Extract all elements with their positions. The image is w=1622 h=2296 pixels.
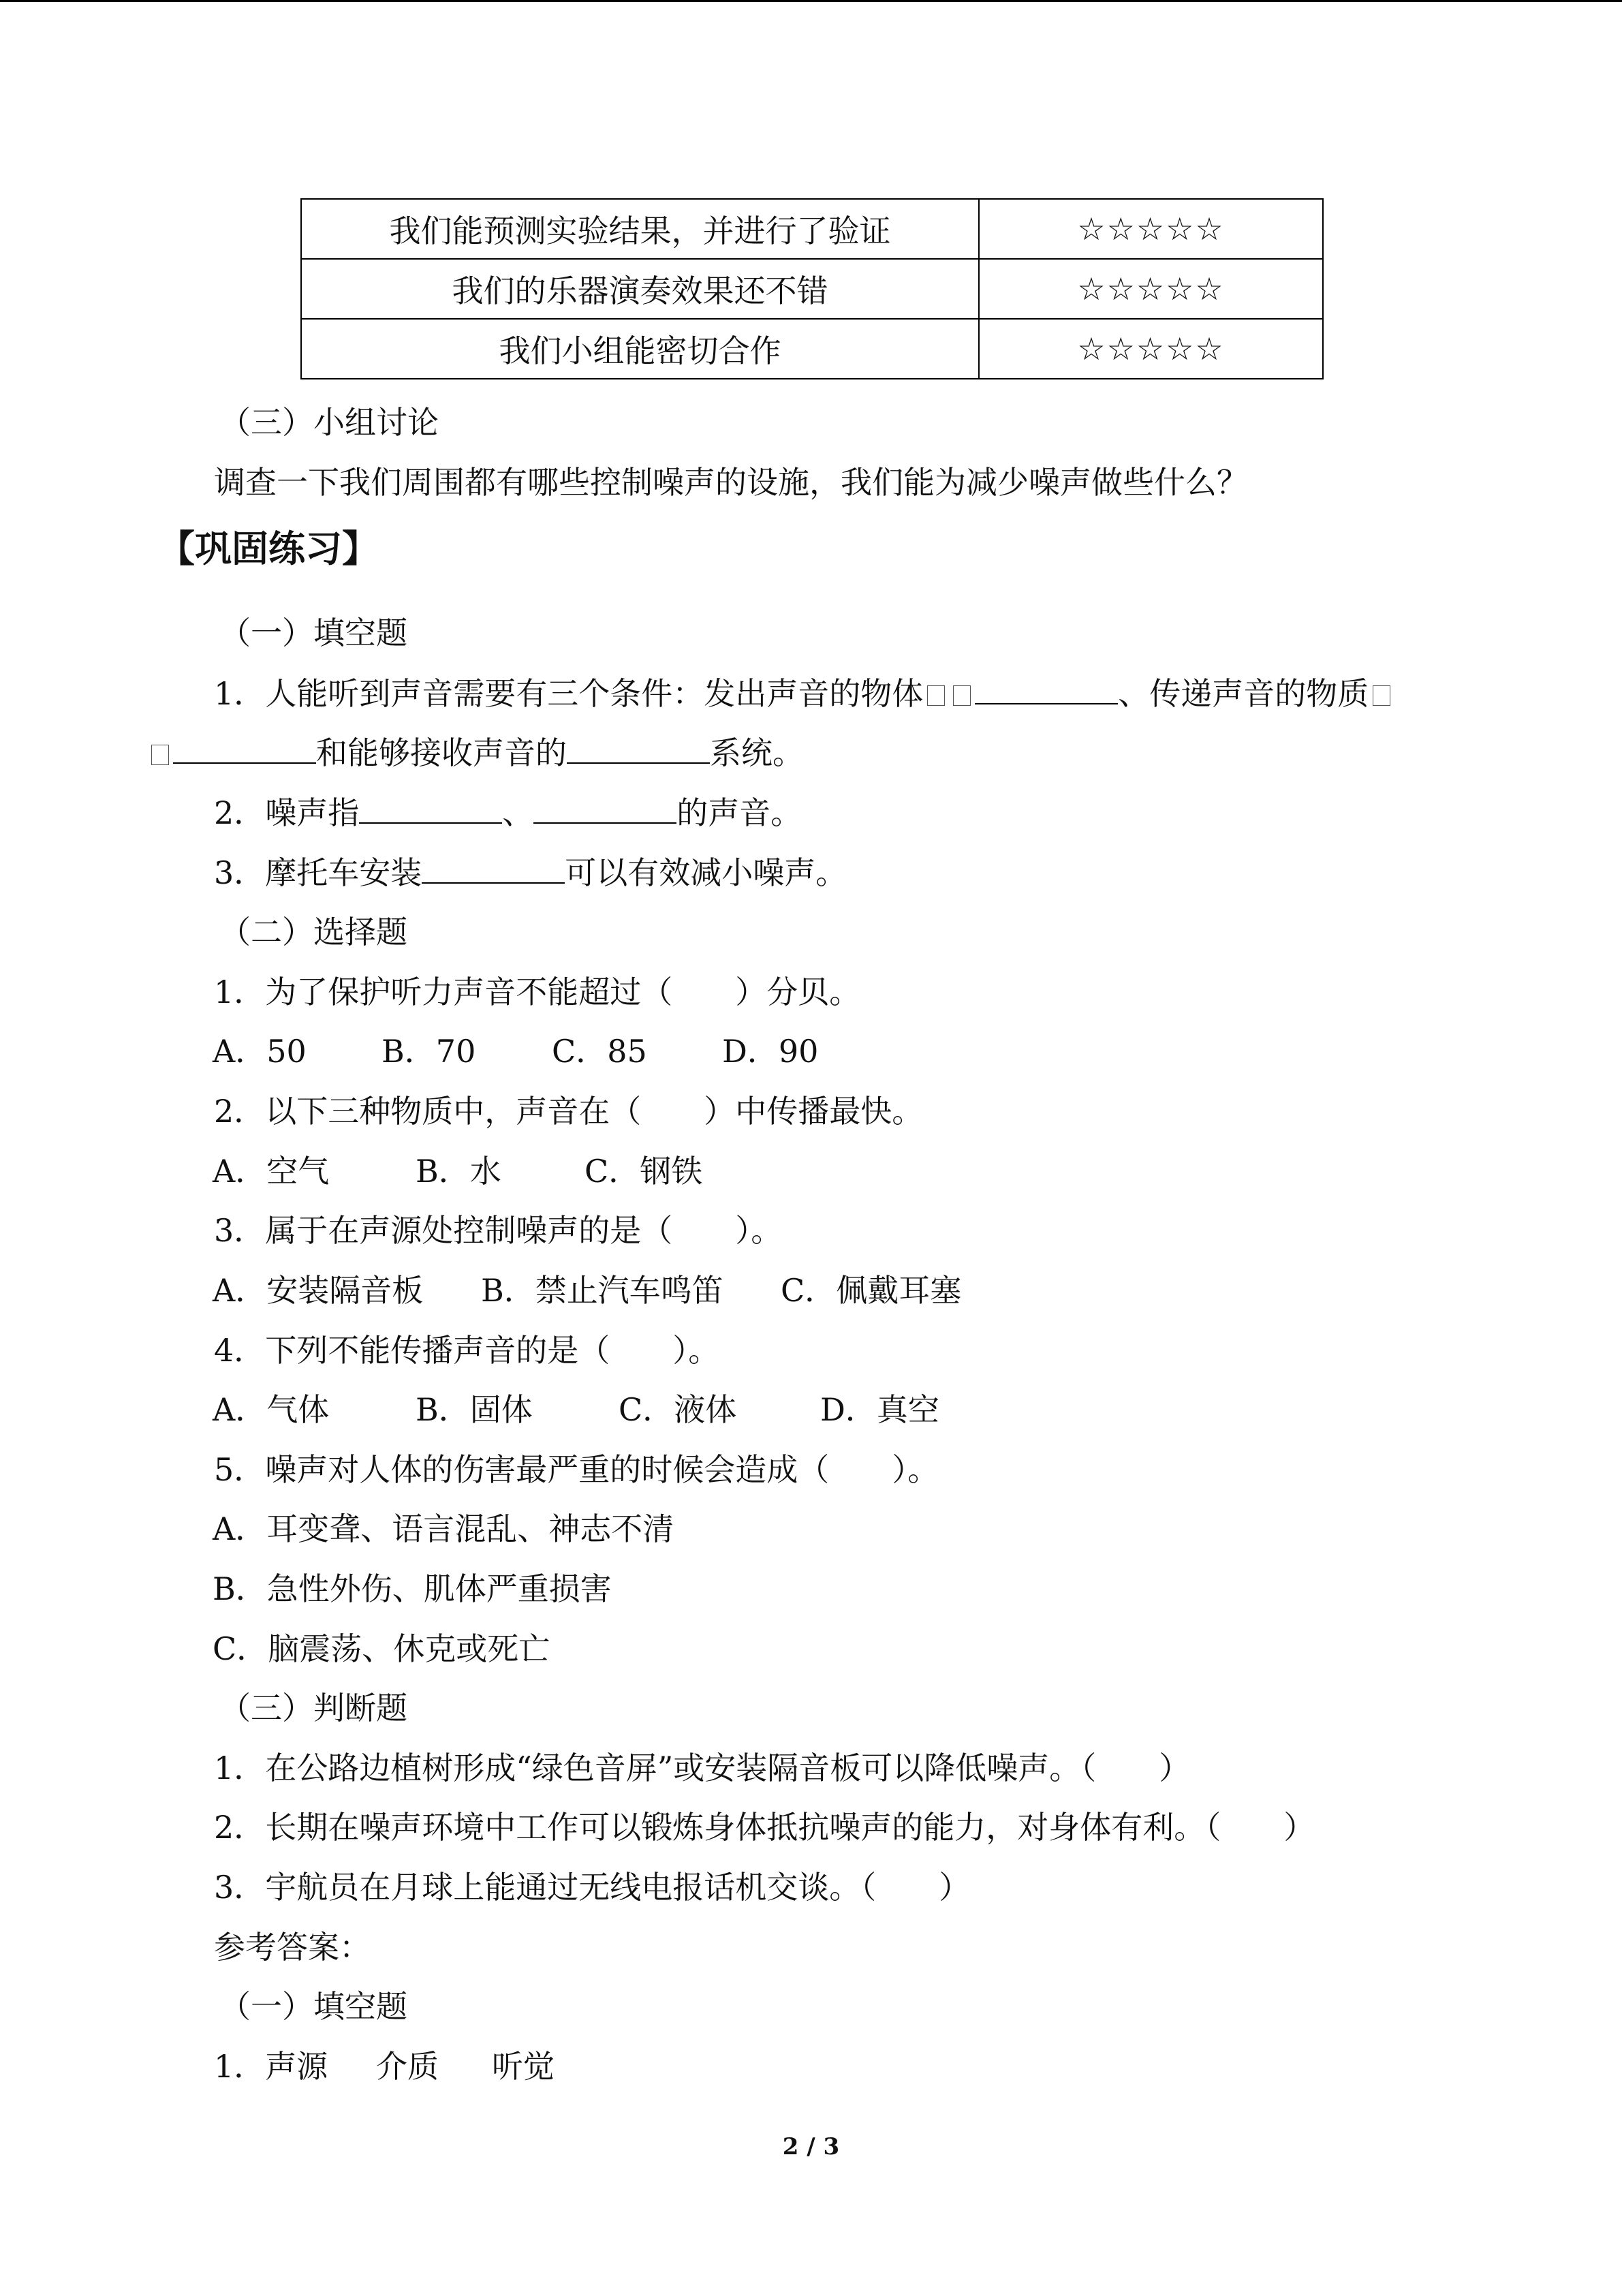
option-c: C．佩戴耳塞 [781, 1272, 962, 1309]
discussion-prompt: 调查一下我们周围都有哪些控制噪声的设施，我们能为减少噪声做些什么？ [214, 464, 1248, 501]
fill-question-2 [214, 792, 802, 833]
answers-title: 参考答案： [214, 1929, 371, 1966]
fill-section-title: （一）填空题 [219, 615, 407, 651]
option-d: D．真空 [820, 1391, 939, 1428]
table-row [301, 319, 1323, 379]
fill-q1-text: 1．人能听到声音需要有三个条件：发出声音的物体 [214, 675, 924, 712]
option-d: D．90 [722, 1033, 819, 1070]
answer-item: 1．声源 [214, 2048, 328, 2085]
document-page [0, 2, 1622, 2296]
fill-question-1 [214, 673, 1394, 714]
fill-q3-text: 可以有效减小噪声。 [565, 854, 847, 891]
star-rating: ☆☆☆☆☆ [979, 319, 1323, 379]
criterion-cell: 我们的乐器演奏效果还不错 [301, 259, 979, 319]
placeholder-box-icon [1373, 685, 1390, 706]
judge-question-1: 1．在公路边植树形成“绿色音屏”或安装隔音板可以降低噪声。（ ） [214, 1750, 1191, 1786]
choice-question-1: 1．为了保护听力声音不能超过（ ）分贝。 [214, 974, 861, 1010]
discussion-title: （三）小组讨论 [219, 404, 439, 441]
fill-q1-text: 系统。 [710, 734, 804, 771]
fill-q2-text: 、 [502, 794, 534, 831]
page-number: 2 / 3 [782, 2133, 840, 2160]
evaluation-table [300, 198, 1324, 379]
fill-q1-text: 和能够接收声音的 [316, 734, 567, 771]
choice-question-4: 4．下列不能传播声音的是（ ）。 [214, 1332, 720, 1369]
choice-section-title: （二）选择题 [219, 914, 407, 950]
fill-q2-text: 的声音。 [676, 794, 802, 831]
option-c: C．85 [552, 1033, 647, 1070]
answer-blank[interactable] [359, 794, 502, 824]
choice-option-5c: C．脑震荡、休克或死亡 [213, 1630, 550, 1667]
option-c: C．液体 [619, 1391, 737, 1428]
choice-option-5b: B．急性外伤、肌体严重损害 [213, 1570, 612, 1607]
option-b: B．禁止汽车鸣笛 [481, 1272, 723, 1309]
placeholder-box-icon [927, 685, 945, 706]
answer-blank[interactable] [567, 734, 710, 764]
option-a: A．安装隔音板 [213, 1272, 424, 1309]
fill-q3-text: 3．摩托车安装 [214, 854, 422, 891]
answer-blank[interactable] [422, 854, 565, 884]
placeholder-box-icon [151, 745, 169, 765]
fill-question-3 [214, 852, 847, 893]
star-rating: ☆☆☆☆☆ [979, 259, 1323, 319]
option-a: A．50 [213, 1033, 307, 1070]
criterion-cell: 我们能预测实验结果，并进行了验证 [301, 199, 979, 259]
table-row [301, 259, 1323, 319]
option-c: C．钢铁 [584, 1153, 703, 1190]
star-rating: ☆☆☆☆☆ [979, 199, 1323, 259]
option-b: B．水 [416, 1153, 501, 1190]
table-row [301, 199, 1323, 259]
option-b: B．70 [381, 1033, 476, 1070]
answers-fill-title: （一）填空题 [219, 1988, 407, 2025]
fill-q2-text: 2．噪声指 [214, 794, 360, 831]
judge-question-3: 3．宇航员在月球上能通过无线电报话机交谈。（ ） [214, 1869, 971, 1906]
fill-q1-text: 、传递声音的物质 [1118, 675, 1369, 712]
placeholder-box-icon [953, 685, 971, 706]
answer-blank[interactable] [975, 674, 1118, 704]
choice-question-5: 5．噪声对人体的伤害最严重的时候会造成（ ）。 [214, 1451, 939, 1488]
judge-question-2: 2．长期在噪声环境中工作可以锻炼身体抵抗噪声的能力，对身体有利。（ ） [214, 1809, 1315, 1846]
option-a: A．空气 [213, 1153, 330, 1190]
answer-blank[interactable] [533, 794, 676, 824]
answer-item: 听觉 [492, 2048, 555, 2085]
answer-blank[interactable] [173, 734, 316, 764]
choice-option-5a: A．耳变聋、语言混乱、神志不清 [213, 1510, 674, 1547]
choice-question-2: 2．以下三种物质中，声音在（ ）中传播最快。 [214, 1093, 924, 1130]
answer-item: 介质 [376, 2048, 439, 2085]
practice-heading: 【巩固练习】 [158, 527, 379, 570]
option-b: B．固体 [416, 1391, 533, 1428]
option-a: A．气体 [213, 1391, 330, 1428]
judge-section-title: （三）判断题 [219, 1690, 407, 1726]
criterion-cell: 我们小组能密切合作 [301, 319, 979, 379]
choice-question-3: 3．属于在声源处控制噪声的是（ ）。 [214, 1212, 783, 1249]
fill-question-1-cont [151, 732, 804, 773]
